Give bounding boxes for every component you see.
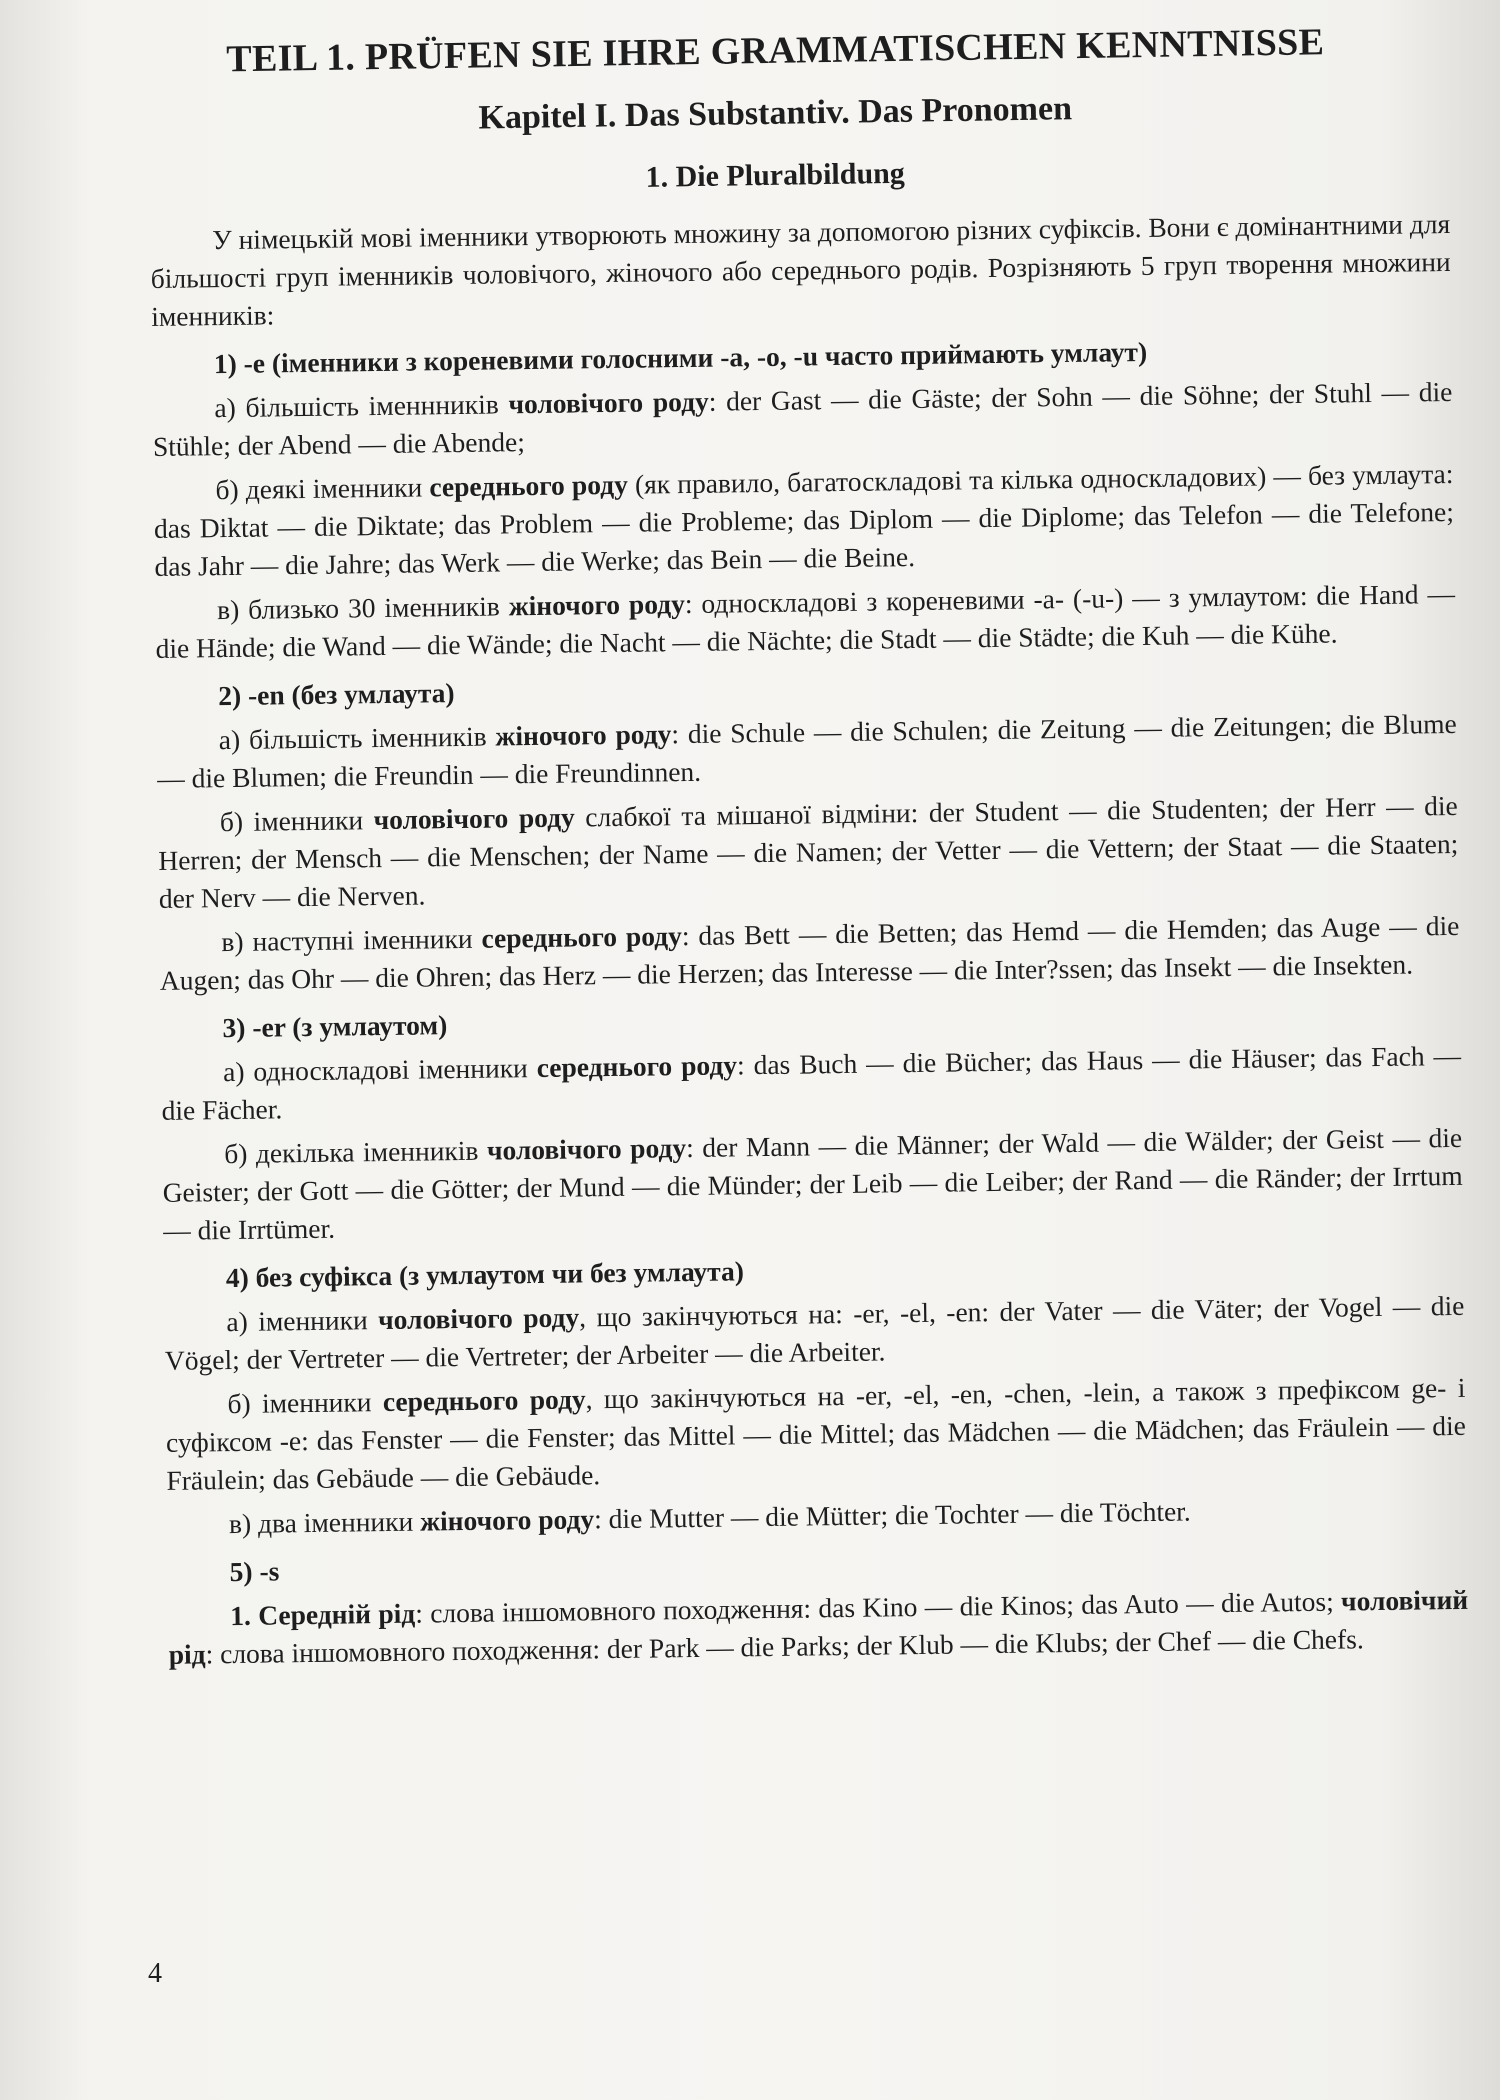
group-4-item-b: б) іменники середнього роду, що закінчуються на -er, -el, -en, -chen, -lein, а також з префіксом ge- і суфіксом -e: das Fenster — die Fenster; das Mittel — die Mittel; das Mädchen — die Mädchen; das Fräulein — die Fräulein; das Gebäude — die Gebäude. bbox=[165, 1371, 1467, 1496]
group-2-item-c: в) наступні іменники середнього роду: das Bett — die Betten; das Hemd — die Hemden; das Auge — die Augen; das Ohr — die Ohren; das Herz — die Herzen; das Interesse — die Inter?ssen; das Insekt — die Insekten. bbox=[159, 909, 1460, 996]
group-5-item-1: 1. Середній рід: слова іншомовного походження: das Kino — die Kinos; das Auto — die Autos; чоловічий рід: слова іншомовного походження: der Park — die Parks; der Klub — die Klubs; der Chef — die Chefs. bbox=[168, 1583, 1469, 1670]
section-title: 1. Die Pluralbildung bbox=[645, 156, 906, 194]
group-3-item-a: а) односкладові іменники середнього роду: das Buch — die Bücher; das Haus — die Häuser; das Fach — die Fächer. bbox=[161, 1039, 1462, 1126]
group-4-item-c: в) два іменники жіночого роду: die Mutter — die Mütter; die Tochter — die Töchter. bbox=[228, 1495, 1191, 1540]
group-4-item-a: а) іменники чоловічого роду, що закінчуються на: -er, -el, -en: der Vater — die Väter; der Vogel — die Vögel; der Vertreter — die Vertreter; der Arbeiter — die Arbeiter. bbox=[164, 1289, 1465, 1376]
group-1-item-a: а) більшість іменнників чоловічого роду: der Gast — die Gäste; der Sohn — die Söhne; der Stuhl — die Stühle; der Abend — die Abende; bbox=[152, 375, 1453, 462]
group-2-item-a: а) більшість іменників жіночого роду: die Schule — die Schulen; die Zeitung — die Zeitungen; die Blume — die Blumen; die Freundin — die Freundinnen. bbox=[157, 707, 1457, 794]
group-3-heading: 3) -er (з умлаутом) bbox=[222, 1009, 448, 1044]
page-number: 4 bbox=[148, 1958, 162, 1989]
group-4-heading: 4) без суфікса (з умлаутом чи без умлаута) bbox=[225, 1255, 745, 1294]
group-1-item-c: в) близько 30 іменників жіночого роду: односкладові з кореневими -a- (-u-) — з умлаутом: die Hand — die Hände; die Wand — die Wände; die Nacht — die Nächte; die Stadt — die Städte; die Kuh — die Kühe. bbox=[155, 577, 1456, 664]
chapter-title: Kapitel I. Das Substantiv. Das Pronomen bbox=[478, 90, 1073, 137]
group-2-item-b: б) іменники чоловічого роду слабкої та мішаної відміни: der Student — die Studenten; der Herr — die Herren; der Mensch — die Menschen; der Name — die Namen; der Vetter — die Vettern; der Staat — die Staaten; der Nerv — die Nerven. bbox=[158, 789, 1459, 914]
group-5-heading: 5) -s bbox=[229, 1555, 280, 1588]
group-3-item-b: б) декілька іменників чоловічого роду: der Mann — die Männer; der Wald — die Wälder; der Geist — die Geister; der Gott — die Götter; der Mund — die Münder; der Leib — die Leiber; der Rand — die Ränder; der Irrtum — die Irrtümer. bbox=[162, 1121, 1463, 1246]
group-2-heading: 2) -en (без умлаута) bbox=[218, 677, 455, 712]
page-body bbox=[150, 205, 1469, 1680]
intro-paragraph: У німецькій мові іменники утворюють множину за допомогою різних суфіксів. Вони є домінантними для більшості груп іменників чоловічого, жіночого або середнього родів. Розрізняють 5 груп творення множини іменників: bbox=[150, 207, 1451, 332]
part-title: TEIL 1. PRÜFEN SIE IHRE GRAMMATISCHEN KENNTNISSE bbox=[226, 21, 1325, 81]
group-1-item-b: б) деякі іменники середнього роду (як правило, багатоскладові та кілька односкладових) — без умлаута: das Diktat — die Diktate; das Problem — die Probleme; das Diplom — die Diplome; das Telefon — die Telefone; das Jahr — die Jahre; das Werk — die Werke; das Bein — die Beine. bbox=[153, 457, 1455, 582]
group-1-heading: 1) -e (іменники з кореневими голосними -a, -o, -u часто приймають умлаут) bbox=[213, 335, 1148, 380]
